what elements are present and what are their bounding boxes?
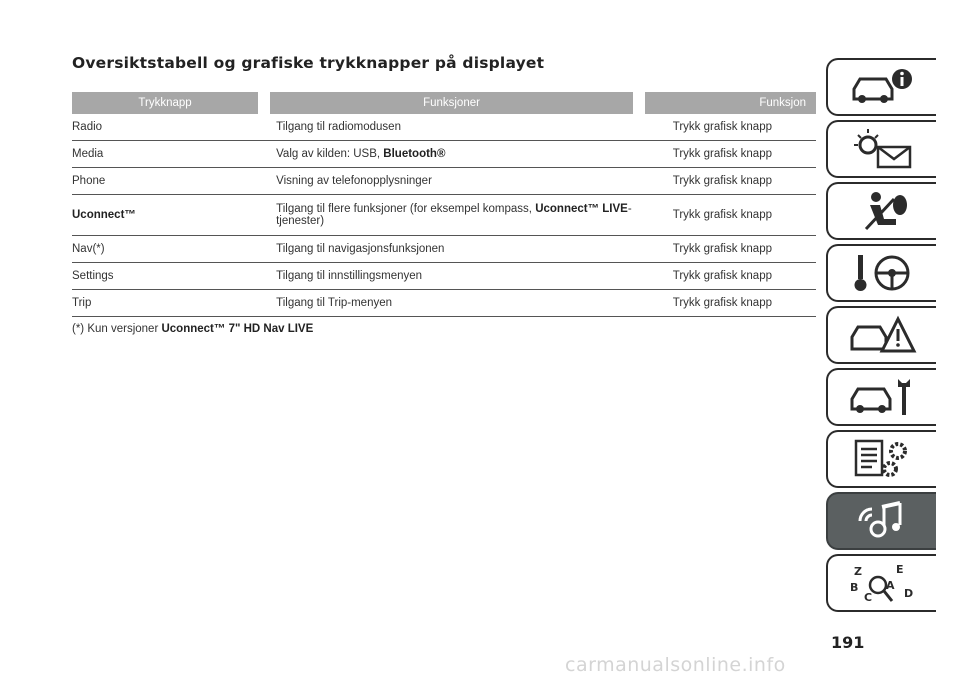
page-title: Oversiktstabell og grafiske trykknapper på displayet <box>72 54 545 72</box>
tab-safety[interactable] <box>826 182 936 240</box>
svg-text:B: B <box>850 581 859 594</box>
page-number: 191 <box>831 633 865 652</box>
action-text: Trykk grafisk knapp <box>639 290 816 317</box>
car-info-icon <box>846 65 918 109</box>
overview-table <box>72 92 816 317</box>
tab-starting-driving[interactable] <box>826 244 936 302</box>
button-name: Radio <box>72 114 264 141</box>
header-trykknapp: Trykknapp <box>72 92 264 114</box>
tab-car-info[interactable] <box>826 58 936 116</box>
button-name: Nav(*) <box>72 236 264 263</box>
action-text: Trykk grafisk knapp <box>639 114 816 141</box>
header-funksjon: Funksjon <box>639 92 816 114</box>
table-row <box>72 290 816 317</box>
function-description: Tilgang til radiomodusen <box>264 114 639 141</box>
button-name: Settings <box>72 263 264 290</box>
car-maintenance-icon <box>846 375 918 419</box>
table-row <box>72 195 816 236</box>
tab-emergency[interactable] <box>826 306 936 364</box>
action-text: Trykk grafisk knapp <box>639 168 816 195</box>
svg-text:A: A <box>886 579 895 592</box>
button-name: Phone <box>72 168 264 195</box>
table-row <box>72 263 816 290</box>
tab-index[interactable] <box>826 554 936 612</box>
key-steering-wheel-icon <box>846 251 918 295</box>
footnote: (*) Kun versjoner Uconnect™ 7" HD Nav LIVE <box>72 323 314 335</box>
function-description: Valg av kilden: USB, Bluetooth® <box>264 141 639 168</box>
action-text: Trykk grafisk knapp <box>639 263 816 290</box>
svg-text:C: C <box>864 591 873 604</box>
function-description: Tilgang til navigasjonsfunksjonen <box>264 236 639 263</box>
table-row <box>72 236 816 263</box>
warning-lights-message-icon <box>846 127 918 171</box>
action-text: Trykk grafisk knapp <box>639 141 816 168</box>
technical-data-icon <box>846 437 918 481</box>
tab-multimedia[interactable] <box>826 492 936 550</box>
action-text: Trykk grafisk knapp <box>639 195 816 236</box>
function-description: Tilgang til Trip-menyen <box>264 290 639 317</box>
alphabetical-index-icon <box>846 561 918 605</box>
svg-text:E: E <box>896 563 904 576</box>
table-row <box>72 114 816 141</box>
tab-technical-data[interactable] <box>826 430 936 488</box>
button-name: Media <box>72 141 264 168</box>
watermark-text: carmanualsonline.info <box>565 654 786 676</box>
svg-text:D: D <box>904 587 914 600</box>
seat-airbag-icon <box>846 189 918 233</box>
button-name: Uconnect™ <box>72 195 264 236</box>
table-header-row <box>72 92 816 114</box>
button-name: Trip <box>72 290 264 317</box>
function-description: Tilgang til innstillingsmenyen <box>264 263 639 290</box>
header-funksjoner: Funksjoner <box>264 92 639 114</box>
function-description: Visning av telefonopplysninger <box>264 168 639 195</box>
table-row <box>72 141 816 168</box>
action-text: Trykk grafisk knapp <box>639 236 816 263</box>
multimedia-icon <box>846 499 918 543</box>
tab-warning-lights[interactable] <box>826 120 936 178</box>
tab-maintenance[interactable] <box>826 368 936 426</box>
function-description: Tilgang til flere funksjoner (for eksempel kompass, Uconnect™ LIVE-tjenester) <box>264 195 639 236</box>
svg-text:Z: Z <box>854 565 862 578</box>
table-row <box>72 168 816 195</box>
car-emergency-icon <box>846 313 918 357</box>
